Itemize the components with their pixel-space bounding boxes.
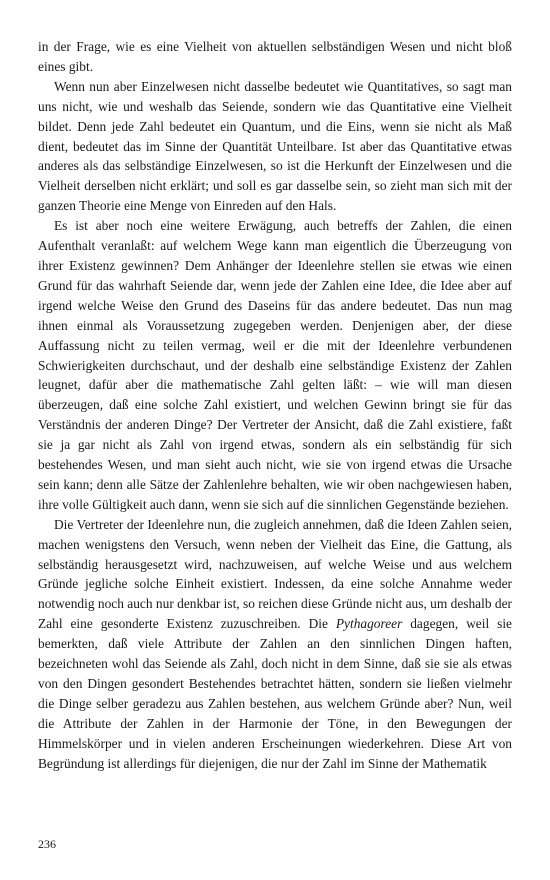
paragraph-4-text-after: dagegen, weil sie bemerkten, daß viele Attribute der Zahlen an den sinnlichen Dingen haften, bezeichneten wohl das Seiende als Zahl, doch nicht in dem Sinne, daß sie sie als etwas von den Dingen gesondert Bestehendes betrachtet hätten, sondern sie ließen vielmehr die Dinge selber geradezu aus Zahlen bestehen, aus welchem Gründe aber? Nun, weil die Attribute der Zahlen in der Harmonie der Töne, in den Bewegungen der Himmelskörper und in vielen anderen Erscheinungen wiederkehren. Diese Art von Begründung ist allerdings für diejenigen, die nur der Zahl im Sinne der Mathematik bbox=[38, 616, 512, 771]
paragraph-4-text-before: Die Vertreter der Ideenlehre nun, die zugleich annehmen, daß die Ideen Zahlen seien, machen wenigstens den Versuch, wenn neben der Vielheit das Eine, die Gattung, als selbständig herausgesetzt wird, nachzuweisen, auf welche Weise und aus welchem Gründe jegliche solche Einheit existiert. Indessen, da eine solche Annahme weder notwendig noch auch nur denkbar ist, so reichen diese Gründe nicht aus, um deshalb der Zahl eine gesonderte Existenz zuzuschreiben. Die bbox=[38, 516, 512, 632]
page-body bbox=[38, 37, 512, 774]
paragraph-3: Es ist aber noch eine weitere Erwägung, auch betreffs der Zahlen, die einen Aufenthalt veranlaßt: auf welchem Wege kann man eigentlich die Überzeugung von ihrer Existenz gewinnen? Dem Anhänger der Ideenlehre stellen sie etwas wie einen Grund für das wahrhaft Seiende dar, wenn jede der Zahlen eine Idee, die Idee aber auf irgend welche Weise den Grund des Daseins für das andere bedeutet. Das nun mag ihnen einmal als Voraussetzung zugegeben werden. Denjenigen aber, der diese Auffassung nicht zu teilen vermag, weil er die mit der Ideenlehre verbundenen Schwierigkeiten durchschaut, und der deshalb eine selbständige Existenz der Zahlen leugnet, dafür aber die mathematische Zahl gelten läßt: – wie will man diesen überzeugen, daß eine solche Zahl existiert, und welchen Gewinn bringt sie für das Verständnis der anderen Dinge? Der Vertreter der Ansicht, daß die Zahl existiere, faßt sie ja gar nicht als Zahl von irgend etwas, sondern als ein selbständig für sich bestehendes Wesen, und man sieht auch nicht, wie sie von irgend etwas die Ursache sein kann; denn alle Sätze der Zahlenlehre behalten, wie wir oben nachgewiesen haben, ihre volle Gültigkeit auch dann, wenn sie sich auf die sinnlichen Gegenstände beziehen. bbox=[38, 218, 512, 512]
pythagoreer-italic: Pythagoreer bbox=[335, 616, 403, 632]
page-number: 236 bbox=[38, 837, 56, 851]
paragraph-2: Wenn nun aber Einzelwesen nicht dasselbe bedeutet wie Quantitatives, so sagt man uns nicht, wie und weshalb das Seiende, sondern wie das Quantitative eine Vielheit bildet. Denn jede Zahl bedeutet ein Quantum, und die Eins, wenn sie nicht als Maß dient, bedeutet das im Sinne der Quantität Unteilbare. Ist aber das Quantitative etwas anderes als das selbständige Einzelwesen, so ist die Herkunft der Einzelwesen und die Vielheit derselben nicht erklärt; und soll es gar dasselbe sein, so zieht man sich mit der ganzen Theorie eine Menge von Einreden auf den Hals. bbox=[38, 78, 512, 214]
paragraph-4 bbox=[38, 515, 512, 774]
paragraph-1: in der Frage, wie es eine Vielheit von aktuellen selbständigen Wesen und nicht bloß eines gibt. bbox=[38, 39, 512, 74]
